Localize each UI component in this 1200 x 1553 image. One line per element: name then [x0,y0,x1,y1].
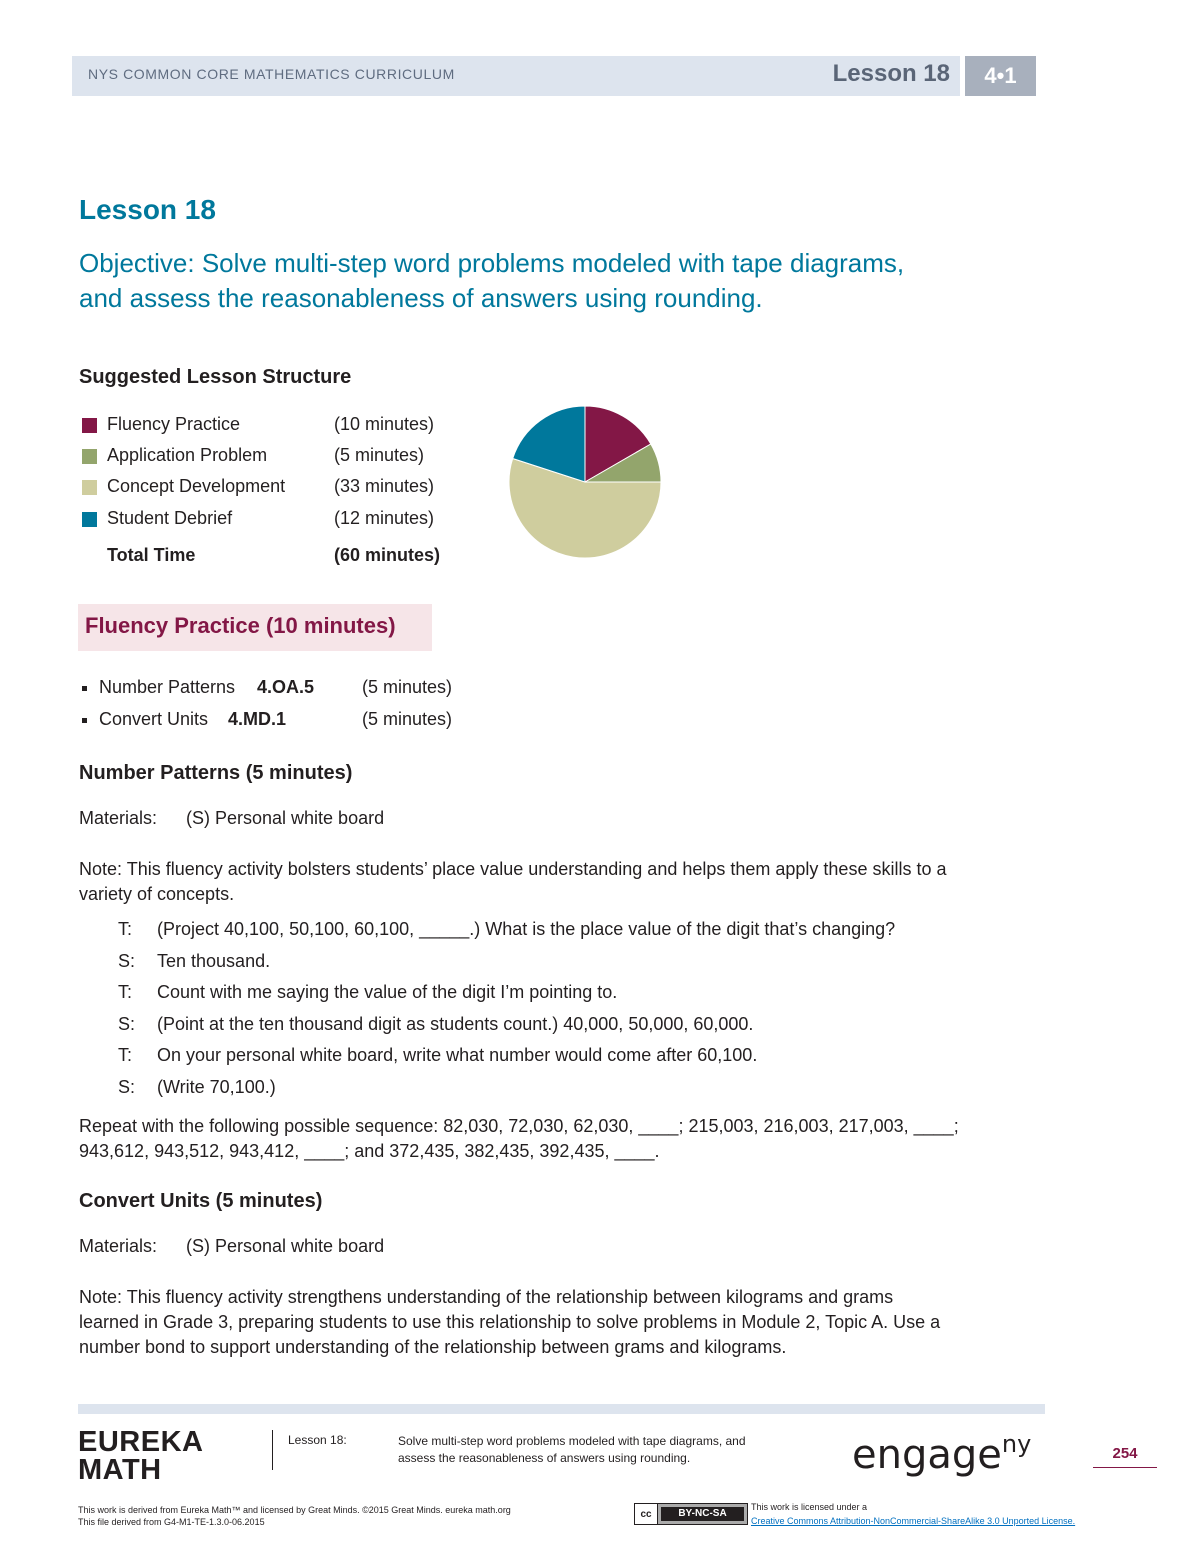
structure-heading: Suggested Lesson Structure [79,366,352,388]
materials-value: (S) Personal white board [186,808,385,828]
dialogue-text: (Point at the ten thousand digit as students count.) 40,000, 50,000, 60,000. [157,1014,754,1034]
speaker: S: [118,1014,136,1034]
materials-value: (S) Personal white board [186,1236,385,1256]
footer-description [398,1433,838,1467]
speaker: S: [118,1077,136,1097]
footer-description-line: assess the reasonableness of answers using rounding. [398,1451,691,1465]
footer-divider [272,1430,273,1470]
repeat-sequence [79,1114,1049,1164]
bullet-icon [82,686,87,691]
total-minutes: (60 minutes) [334,545,441,565]
fluency-heading: Fluency Practice (10 minutes) [85,613,396,638]
logo-line: EUREKA [78,1426,204,1458]
dialogue-text: Ten thousand. [157,951,271,971]
cc-icon: cc [635,1504,658,1524]
dialogue-text: Count with me saying the value of the digit I’m pointing to. [157,982,618,1002]
speaker: T: [118,1045,133,1065]
swatch-fluency [82,418,97,433]
engage-text: engage [852,1432,1002,1478]
license-line: This work is licensed under a [751,1502,868,1512]
bullet-name: Convert Units [99,709,209,729]
header-lesson: Lesson 18 [832,60,950,87]
bullet-icon [82,718,87,723]
structure-minutes: (5 minutes) [334,445,425,465]
cc-license-badge[interactable] [634,1503,748,1525]
note-line: learned in Grade 3, preparing students to use this relationship to solve problems in Module 2, Topic A. Use a [79,1312,941,1332]
footer-derived [78,1504,511,1528]
speaker: S: [118,951,136,971]
swatch-application [82,449,97,464]
objective-line-2: and assess the reasonableness of answers using rounding. [79,283,763,313]
materials-label: Materials: [79,808,158,828]
license-text [751,1500,1075,1528]
note-convert-units [79,1285,1049,1360]
repeat-line: Repeat with the following possible sequence: 82,030, 72,030, 62,030, ____; 215,003, 216,003, 217,003, ____; [79,1116,959,1136]
structure-minutes: (12 minutes) [334,508,435,528]
objective-line-1: Objective: Solve multi-step word problems modeled with tape diagrams, [79,248,905,278]
derived-line: This work is derived from Eureka Math™ and licensed by Great Minds. ©2015 Great Minds. eureka math.org [78,1505,511,1515]
footer-lesson-label: Lesson 18: [288,1433,347,1447]
page-number-rule [1093,1467,1157,1468]
dialogue-text: (Project 40,100, 50,100, 60,100, _____.) What is the place value of the digit that’s changing? [157,919,896,939]
structure-minutes: (10 minutes) [334,414,435,434]
bullet-standard: 4.MD.1 [228,709,287,729]
speaker: T: [118,982,133,1002]
structure-label: Fluency Practice [107,414,241,434]
lesson-pie-chart [505,402,665,562]
page-number: 254 [1112,1445,1138,1462]
note-number-patterns [79,857,1049,907]
structure-label: Application Problem [107,445,268,465]
license-link[interactable]: Creative Commons Attribution-NonCommercial-ShareAlike 3.0 Unported License. [751,1516,1076,1526]
number-patterns-heading: Number Patterns (5 minutes) [79,762,353,784]
logo-line: MATH [78,1454,162,1486]
swatch-debrief [82,512,97,527]
engage-sup: ny [1001,1430,1032,1458]
repeat-line: 943,612, 943,512, 943,412, ____; and 372,435, 382,435, 392,435, ____. [79,1141,660,1161]
dialogue-text: (Write 70,100.) [157,1077,276,1097]
module-badge: 4•1 [965,56,1036,96]
engageny-logo [852,1430,1031,1478]
eureka-math-logo [78,1428,203,1484]
structure-label: Concept Development [107,476,286,496]
materials-label: Materials: [79,1236,158,1256]
footer-description-line: Solve multi-step word problems modeled with tape diagrams, and [398,1434,746,1448]
note-line: number bond to support understanding of the relationship between grams and kilograms. [79,1337,787,1357]
bullet-minutes: (5 minutes) [362,709,453,729]
note-line: Note: This fluency activity strengthens understanding of the relationship between kilograms and grams [79,1287,894,1307]
total-label: Total Time [107,545,196,565]
speaker: T: [118,919,133,939]
bullet-standard: 4.OA.5 [257,677,315,697]
cc-badge-text: BY-NC-SA [661,1507,744,1521]
objective [79,246,1059,316]
bullet-minutes: (5 minutes) [362,677,453,697]
derived-line: This file derived from G4-M1-TE-1.3.0-06.2015 [78,1517,265,1527]
page-title: Lesson 18 [79,194,216,225]
curriculum-title: NYS COMMON CORE MATHEMATICS CURRICULUM [88,66,455,82]
swatch-concept [82,480,97,495]
dialogue-text: On your personal white board, write what number would come after 60,100. [157,1045,758,1065]
note-line: Note: This fluency activity bolsters students’ place value understanding and helps them apply these skills to a [79,859,947,879]
footer-rule [78,1404,1045,1414]
convert-units-heading: Convert Units (5 minutes) [79,1190,323,1212]
structure-label: Student Debrief [107,508,233,528]
bullet-name: Number Patterns [99,677,236,697]
structure-minutes: (33 minutes) [334,476,435,496]
note-line: variety of concepts. [79,884,235,904]
